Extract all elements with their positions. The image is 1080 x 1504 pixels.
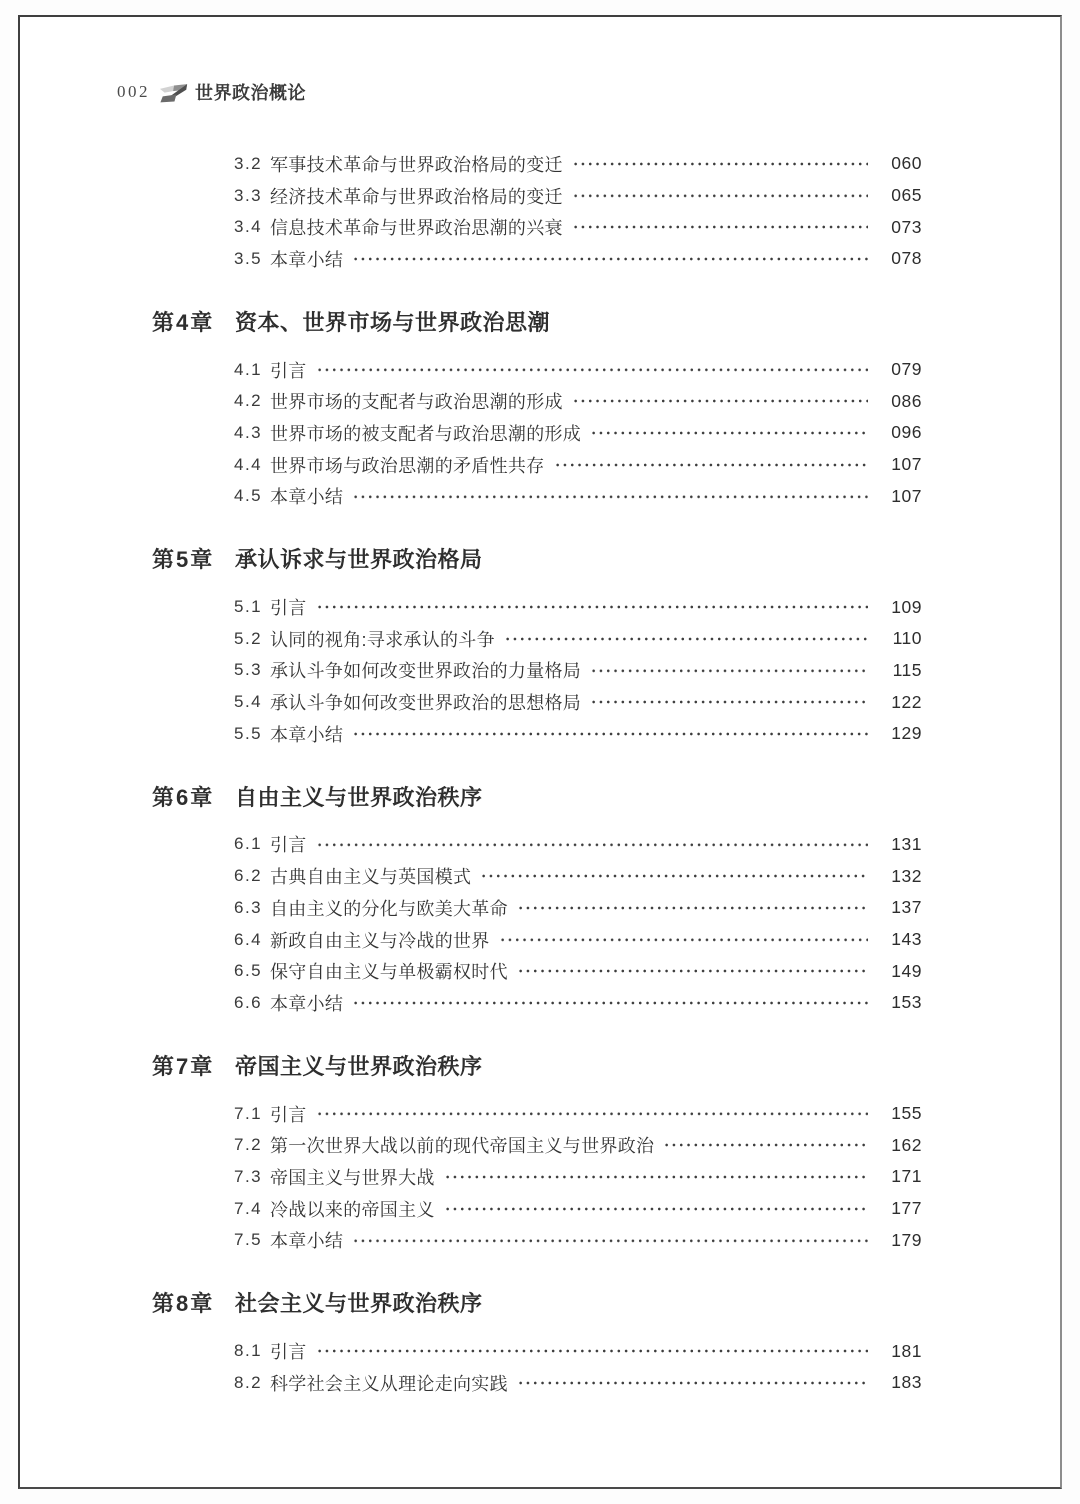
section-number: 5.4 <box>234 692 263 712</box>
toc-entry <box>234 449 922 481</box>
dot-leader <box>316 1098 868 1130</box>
section-number: 7.2 <box>234 1135 263 1155</box>
section-list <box>152 1335 922 1398</box>
section-title: 引言 <box>270 1104 307 1125</box>
section-page-number: 129 <box>891 723 922 744</box>
toc-chapter-group <box>152 1287 922 1398</box>
toc-entry <box>234 892 922 924</box>
section-page-number: 183 <box>891 1372 922 1393</box>
toc-entry <box>234 1098 922 1130</box>
section-page-number: 078 <box>891 248 922 269</box>
section-title: 军事技术革命与世界政治格局的变迁 <box>270 154 563 175</box>
section-number: 6.4 <box>234 929 263 949</box>
section-page-number: 171 <box>891 1166 922 1187</box>
toc-entry <box>234 1129 922 1161</box>
dot-leader <box>316 591 868 623</box>
section-page-number: 065 <box>891 185 922 206</box>
section-title: 科学社会主义从理论走向实践 <box>270 1373 508 1394</box>
dot-leader <box>590 417 868 449</box>
toc-entry <box>234 1335 922 1367</box>
toc-entry <box>234 417 922 449</box>
section-list <box>152 591 922 749</box>
dot-leader <box>316 354 868 386</box>
section-page-number: 115 <box>892 659 922 680</box>
toc-entry <box>234 385 922 417</box>
dot-leader <box>352 481 868 513</box>
section-number: 4.1 <box>234 359 263 379</box>
section-title: 帝国主义与世界大战 <box>270 1167 435 1188</box>
toc-chapter-group <box>152 306 922 512</box>
section-number: 3.5 <box>234 248 263 268</box>
section-number: 7.1 <box>234 1103 263 1123</box>
section-title: 引言 <box>270 360 307 381</box>
dot-leader <box>572 148 868 180</box>
section-number: 5.3 <box>234 660 263 680</box>
section-number: 6.2 <box>234 866 263 886</box>
section-number: 7.5 <box>234 1230 263 1250</box>
toc-entry <box>234 955 922 987</box>
section-number: 6.3 <box>234 897 263 917</box>
section-page-number: 181 <box>891 1340 922 1361</box>
section-number: 3.4 <box>234 217 263 237</box>
section-page-number: 073 <box>891 216 922 237</box>
toc-chapter-group <box>152 781 922 1019</box>
dot-leader <box>572 385 868 417</box>
chapter-number: 第7章 <box>152 1053 215 1079</box>
section-title: 本章小结 <box>270 1231 344 1252</box>
section-title: 本章小结 <box>270 724 344 745</box>
section-page-number: 132 <box>891 865 922 886</box>
dot-leader <box>499 924 868 956</box>
section-page-number: 179 <box>891 1229 922 1250</box>
section-number: 7.3 <box>234 1166 263 1186</box>
section-title: 世界市场与政治思潮的矛盾性共存 <box>270 455 545 476</box>
section-page-number: 122 <box>891 691 922 712</box>
section-page-number: 155 <box>891 1103 922 1124</box>
dot-leader <box>517 892 868 924</box>
dot-leader <box>572 180 868 212</box>
section-title: 承认斗争如何改变世界政治的力量格局 <box>270 661 582 682</box>
section-title: 引言 <box>270 598 307 619</box>
section-page-number: 149 <box>891 960 922 981</box>
chapter-number: 第8章 <box>152 1291 215 1317</box>
dot-leader <box>590 686 868 718</box>
chapter-heading <box>152 1287 922 1321</box>
section-number: 8.2 <box>234 1372 263 1392</box>
section-title: 本章小结 <box>270 993 344 1014</box>
folio-page-number: 002 <box>117 82 150 101</box>
chapter-title: 自由主义与世界政治秩序 <box>235 784 483 810</box>
toc-entry <box>234 1367 922 1399</box>
toc-chapter-group <box>152 1050 922 1256</box>
section-title: 引言 <box>270 1342 307 1363</box>
section-number: 5.5 <box>234 723 263 743</box>
dot-leader <box>316 829 868 861</box>
section-title: 第一次世界大战以前的现代帝国主义与世界政治 <box>270 1136 655 1157</box>
chapter-title: 社会主义与世界政治秩序 <box>235 1291 483 1317</box>
toc-entry <box>234 1193 922 1225</box>
section-title: 保守自由主义与单极霸权时代 <box>270 962 508 983</box>
section-list <box>152 354 922 512</box>
toc-entry <box>234 180 922 212</box>
chapter-title: 承认诉求与世界政治格局 <box>235 547 483 573</box>
dot-leader <box>316 1335 868 1367</box>
running-head <box>117 77 306 107</box>
toc-entry <box>234 987 922 1019</box>
toc-entry <box>234 211 922 243</box>
section-number: 4.4 <box>234 454 263 474</box>
toc-entry <box>234 1225 922 1257</box>
section-number: 6.6 <box>234 992 263 1012</box>
chapter-heading <box>152 1050 922 1084</box>
chapter-heading <box>152 543 922 577</box>
section-page-number: 079 <box>891 359 922 380</box>
section-number: 4.3 <box>234 422 263 442</box>
dot-leader <box>590 655 868 687</box>
toc-entry <box>234 655 922 687</box>
section-list <box>152 1098 922 1256</box>
toc-entry <box>234 686 922 718</box>
chapter-number: 第5章 <box>152 547 215 573</box>
section-title: 古典自由主义与英国模式 <box>270 867 472 888</box>
dot-leader <box>352 1225 868 1257</box>
toc-entry <box>234 243 922 275</box>
dot-leader <box>572 211 868 243</box>
section-number: 6.1 <box>234 834 263 854</box>
section-title: 承认斗争如何改变世界政治的思想格局 <box>270 693 582 714</box>
dot-leader <box>352 243 868 275</box>
chapter-title: 资本、世界市场与世界政治思潮 <box>235 309 551 335</box>
section-title: 世界市场的被支配者与政治思潮的形成 <box>270 423 582 444</box>
section-page-number: 153 <box>891 992 922 1013</box>
chapter-number: 第6章 <box>152 784 215 810</box>
section-title: 经济技术革命与世界政治格局的变迁 <box>270 186 563 207</box>
toc-entry <box>234 591 922 623</box>
toc-entry <box>234 481 922 513</box>
toc-entry <box>234 1161 922 1193</box>
dot-leader <box>663 1129 868 1161</box>
section-title: 本章小结 <box>270 249 344 270</box>
section-page-number: 109 <box>891 596 922 617</box>
toc-entry <box>234 924 922 956</box>
section-title: 引言 <box>270 835 307 856</box>
dot-leader <box>352 987 868 1019</box>
dot-leader <box>504 623 868 655</box>
toc-entry <box>234 718 922 750</box>
section-page-number: 086 <box>891 390 922 411</box>
dot-leader <box>444 1161 868 1193</box>
chapter-title: 帝国主义与世界政治秩序 <box>235 1053 483 1079</box>
section-title: 世界市场的支配者与政治思潮的形成 <box>270 392 563 413</box>
section-title: 本章小结 <box>270 487 344 508</box>
toc-entry <box>234 148 922 180</box>
section-list <box>152 829 922 1019</box>
chapter-number: 第4章 <box>152 309 215 335</box>
section-page-number: 107 <box>891 454 922 475</box>
section-page-number: 137 <box>891 897 922 918</box>
dot-leader <box>517 1367 868 1399</box>
section-page-number: 096 <box>891 422 922 443</box>
section-number: 6.5 <box>234 961 263 981</box>
section-title: 认同的视角:寻求承认的斗争 <box>270 629 495 650</box>
section-page-number: 177 <box>891 1198 922 1219</box>
book-page <box>18 15 1062 1489</box>
section-list <box>152 148 922 275</box>
dot-leader <box>554 449 869 481</box>
section-page-number: 143 <box>891 929 922 950</box>
section-title: 冷战以来的帝国主义 <box>270 1199 435 1220</box>
section-page-number: 107 <box>891 485 922 506</box>
section-title: 自由主义的分化与欧美大革命 <box>270 898 508 919</box>
publisher-z-logo-icon <box>159 81 189 106</box>
dot-leader <box>352 718 868 750</box>
section-page-number: 060 <box>891 153 922 174</box>
dot-leader <box>517 955 868 987</box>
section-number: 7.4 <box>234 1198 263 1218</box>
chapter-heading <box>152 781 922 815</box>
book-title: 世界政治概论 <box>195 83 306 103</box>
chapter-heading <box>152 306 922 340</box>
dot-leader <box>444 1193 868 1225</box>
section-page-number: 110 <box>892 628 922 649</box>
toc-chapter-group <box>152 148 922 275</box>
toc-entry <box>234 354 922 386</box>
toc-entry <box>234 829 922 861</box>
section-number: 8.1 <box>234 1341 263 1361</box>
section-number: 5.2 <box>234 628 263 648</box>
section-number: 4.2 <box>234 391 263 411</box>
section-number: 3.3 <box>234 185 263 205</box>
toc-chapter-group <box>152 543 922 749</box>
dot-leader <box>480 860 868 892</box>
section-number: 4.5 <box>234 486 263 506</box>
toc-entry <box>234 623 922 655</box>
section-title: 新政自由主义与冷战的世界 <box>270 930 490 951</box>
toc-entry <box>234 860 922 892</box>
section-title: 信息技术革命与世界政治思潮的兴衰 <box>270 218 563 239</box>
table-of-contents <box>152 148 922 1399</box>
section-page-number: 131 <box>891 833 922 854</box>
section-page-number: 162 <box>891 1134 922 1155</box>
section-number: 3.2 <box>234 153 263 173</box>
section-number: 5.1 <box>234 597 263 617</box>
